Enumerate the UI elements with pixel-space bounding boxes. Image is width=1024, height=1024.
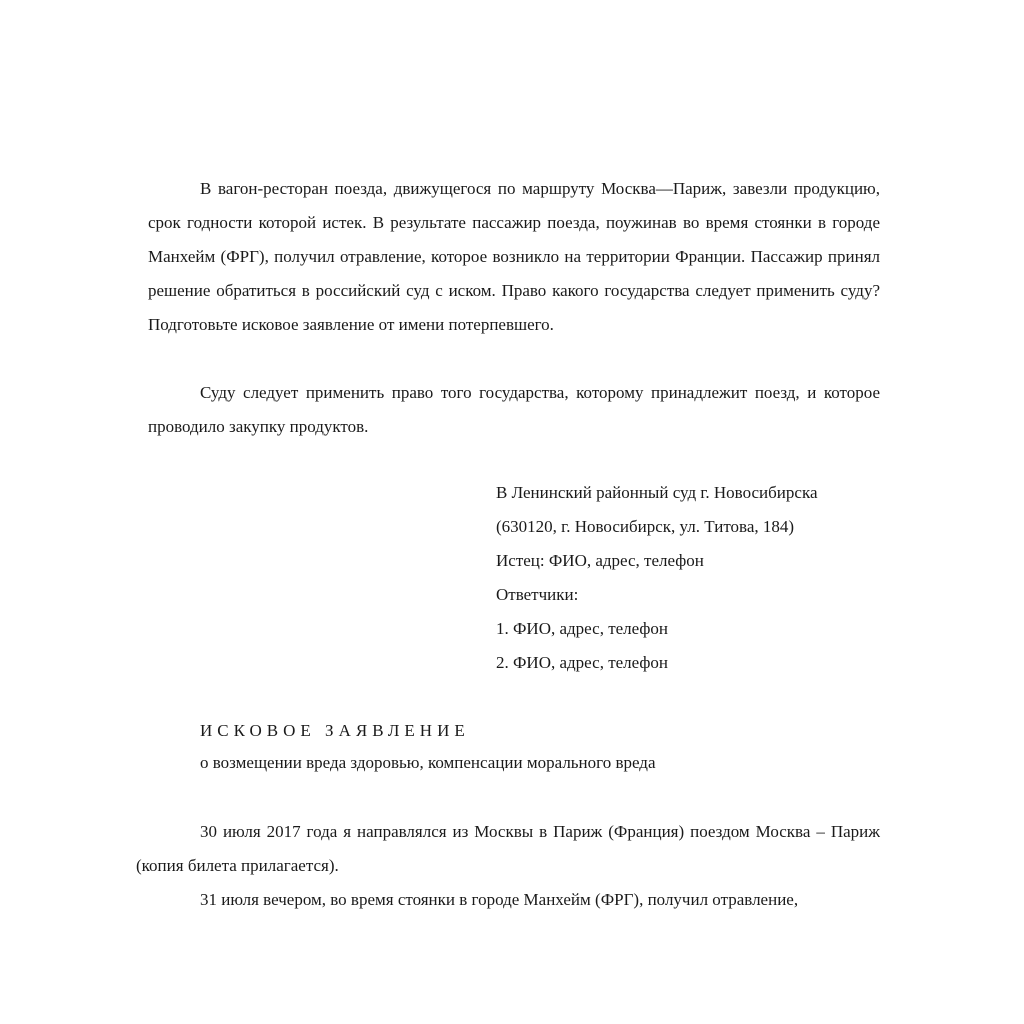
claim-paragraph-2: 31 июля вечером, во время стоянки в городе Манхейм (ФРГ), получил отравление, <box>200 890 799 909</box>
claim-paragraph-1: 30 июля 2017 года я направлялся из Москвы в Париж (Франция) поездом Москва – Париж (копия билета прилагается). <box>136 822 880 875</box>
addressee-block <box>496 476 896 680</box>
defendant-1: 1. ФИО, адрес, телефон <box>496 619 669 638</box>
task-paragraph: В вагон-ресторан поезда, движущегося по маршруту Москва—Париж, завезли продукцию, срок годности которой истек. В результате пассажир поезда, поужинав во время стоянки в городе Манхейм (ФРГ), получил отравление, которое возникло на территории Франции. Пассажир принял решение обратиться в российский суд с иском. Право какого государства следует применить суду? Подготовьте исковое заявление от имени потерпевшего. <box>148 179 880 334</box>
defendants-label: Ответчики: <box>496 585 579 604</box>
claim-subtitle: о возмещении вреда здоровью, компенсации морального вреда <box>200 753 656 772</box>
defendant-2: 2. ФИО, адрес, телефон <box>496 653 669 672</box>
answer-paragraph: Суду следует применить право того государства, которому принадлежит поезд, и которое проводило закупку продуктов. <box>148 383 880 436</box>
court-address: (630120, г. Новосибирск, ул. Титова, 184) <box>496 517 795 536</box>
court-name: В Ленинский районный суд г. Новосибирска <box>496 483 818 502</box>
plaintiff-line: Истец: ФИО, адрес, телефон <box>496 551 704 570</box>
claim-title: ИСКОВОЕ ЗАЯВЛЕНИЕ <box>200 721 470 740</box>
